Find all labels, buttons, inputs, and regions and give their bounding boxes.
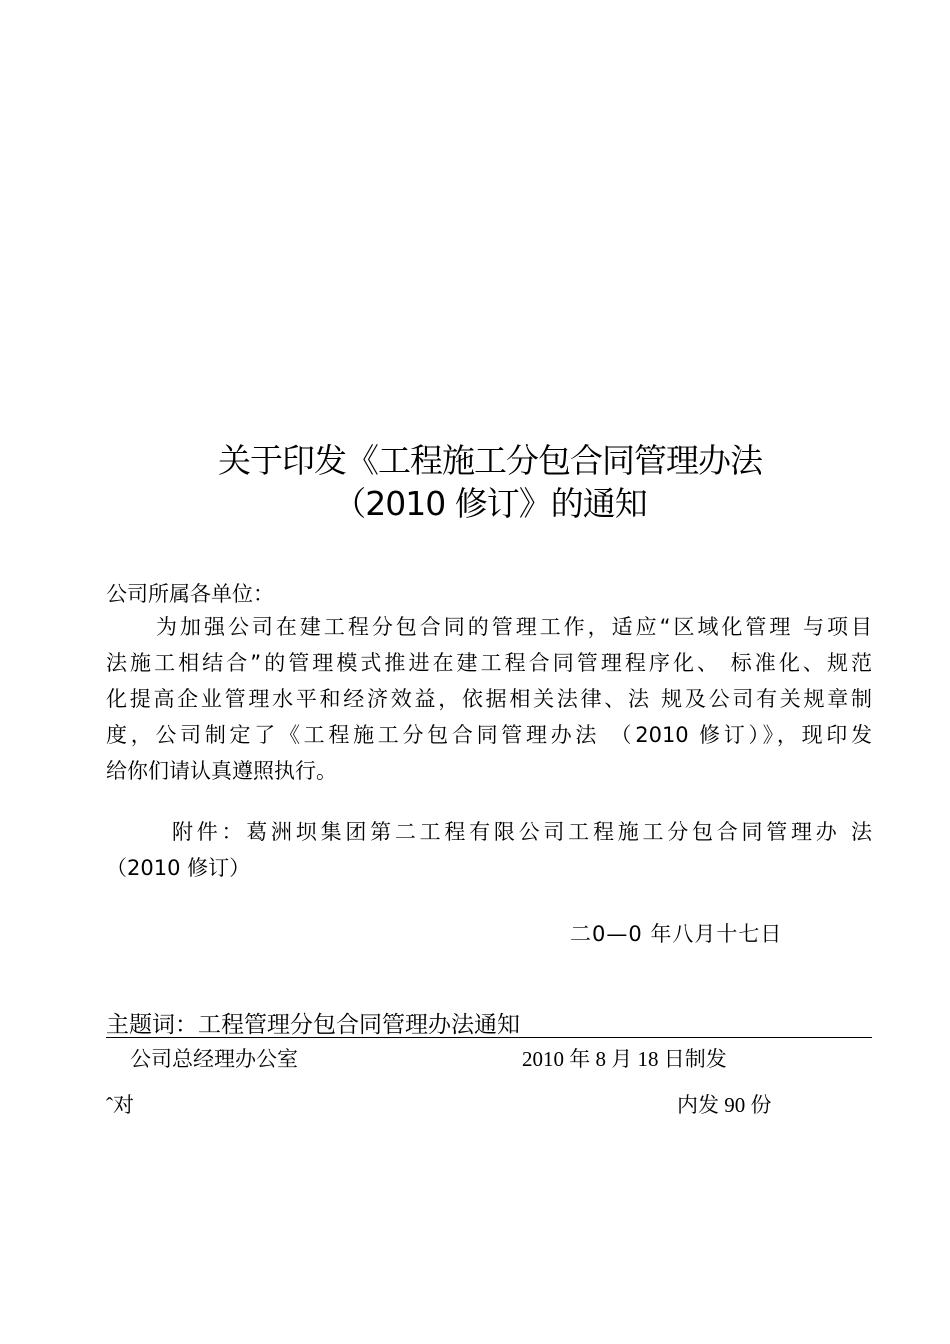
body-line: 化提高企业管理水平和经济效益，依据相关法律、法 规及公司有关规章制 [106, 687, 872, 711]
document-title-line-1: 关于印发《工程施工分包合同管理办法 [218, 441, 762, 480]
copies-label: ˆ对 [106, 1093, 134, 1117]
attachment-line: 附件：葛洲坝集团第二工程有限公司工程施工分包合同管理办 法 [172, 820, 872, 844]
body-line: 为加强公司在建工程分包合同的管理工作，适应“区域化管理 与项目 [156, 615, 872, 639]
attachment-line: （2010 修订） [106, 856, 251, 880]
body-paragraph [106, 609, 872, 789]
salutation: 公司所属各单位： [106, 582, 274, 606]
attachment-note [106, 814, 872, 886]
notice-date: 二0—0 年八月十七日 [570, 922, 783, 946]
body-line: 度，公司制定了《工程施工分包合同管理办法 （2010 修订）》，现印发 [106, 723, 872, 747]
body-line: 给你们请认真遵照执行。 [106, 759, 337, 783]
divider-line [106, 1037, 872, 1038]
body-line: 法施工相结合”的管理模式推进在建工程合同管理程序化、 标准化、规范 [106, 651, 872, 675]
copies-count: 内发 90 份 [677, 1093, 772, 1117]
issue-date: 2010 年 8 月 18 日制发 [522, 1047, 727, 1071]
issuing-office: 公司总经理办公室 [130, 1047, 298, 1071]
document-title-line-2: （2010 修订》的通知 [333, 484, 647, 523]
subject-keywords: 主题词：工程管理分包合同管理办法通知 [106, 1012, 520, 1038]
